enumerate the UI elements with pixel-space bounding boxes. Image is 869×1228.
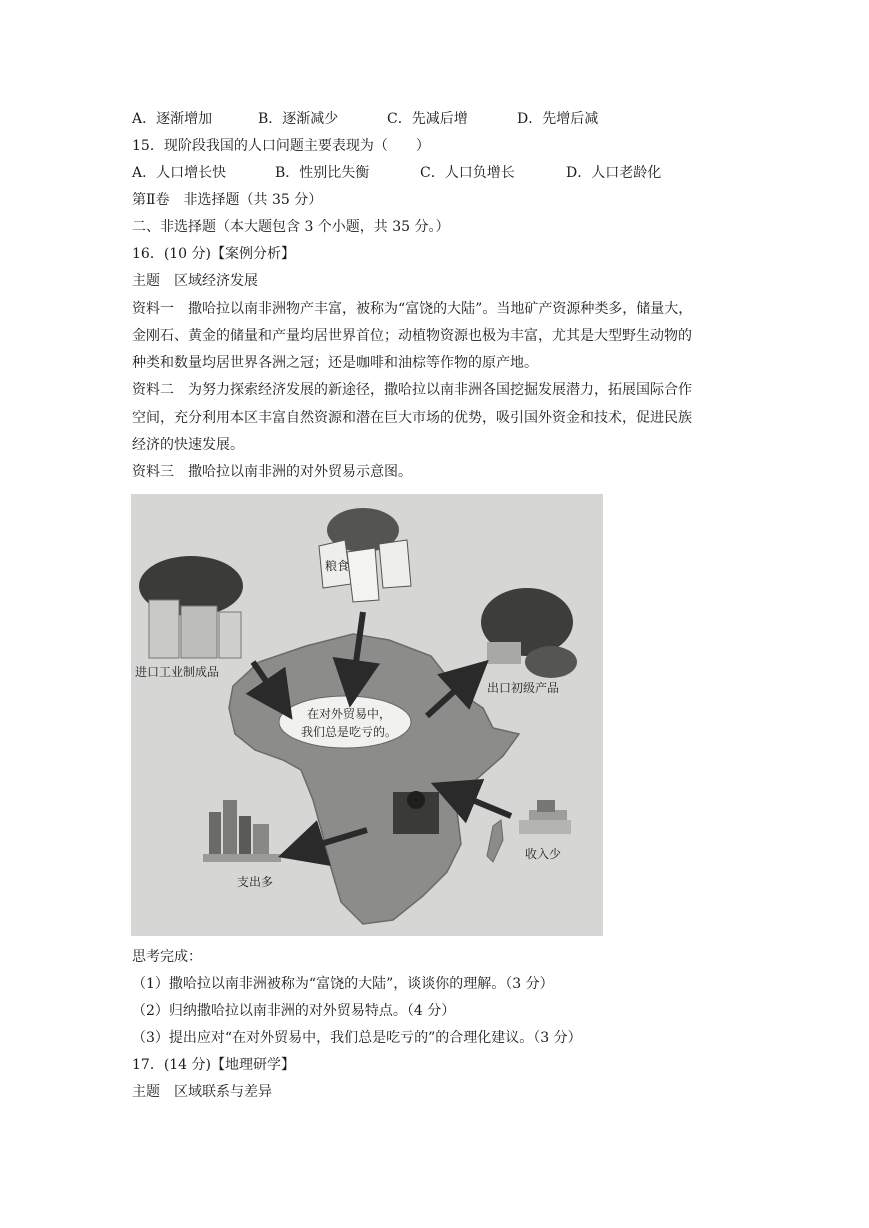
material2-line: 空间，充分利用本区丰富自然资源和潜在巨大市场的优势，吸引国外资金和技术，促进民族 bbox=[132, 410, 692, 426]
bubble-text-line1: 在对外贸易中， bbox=[307, 707, 392, 721]
material1-line: 种类和数量均居世界各洲之冠；还是咖啡和油棕等作物的原产地。 bbox=[132, 355, 538, 371]
material2-line: 经济的快速发展。 bbox=[132, 437, 244, 453]
material1-line: 金刚石、黄金的储量和产量均居世界首位；动植物资源也极为丰富，尤其是大型野生动物的 bbox=[132, 328, 692, 344]
food-sack-label: 粮食 bbox=[325, 559, 350, 573]
part2-title: 第Ⅱ卷 非选择题（共 35 分） bbox=[132, 192, 323, 208]
material3-caption: 资料三 撒哈拉以南非洲的对外贸易示意图。 bbox=[132, 464, 412, 480]
q14-option-c: C．先减后增 bbox=[387, 111, 468, 127]
q15-option-b: B．性别比失衡 bbox=[275, 165, 370, 181]
q16-subquestion: （2）归纳撒哈拉以南非洲的对外贸易特点。（4 分） bbox=[132, 1003, 456, 1019]
income-label: 收入少 bbox=[525, 847, 562, 861]
q14-option-a: A．逐渐增加 bbox=[132, 111, 213, 127]
person-illustration bbox=[393, 791, 439, 834]
q15-stem: 15．现阶段我国的人口问题主要表现为（ ） bbox=[132, 138, 430, 154]
material1-line: 资料一 撒哈拉以南非洲物产丰富，被称为“富饶的大陆”。当地矿产资源种类多，储量大， bbox=[132, 301, 693, 317]
madagascar-map bbox=[487, 820, 503, 862]
export-goods-illustration bbox=[481, 588, 577, 678]
q16-topic: 主题 区域经济发展 bbox=[132, 273, 258, 289]
q16-subquestion: （3）提出应对“在对外贸易中，我们总是吃亏的”的合理化建议。（3 分） bbox=[132, 1030, 582, 1046]
q16-header: 16．(10 分)【案例分析】 bbox=[132, 246, 296, 262]
q16-subquestion: （1）撒哈拉以南非洲被称为“富饶的大陆”，谈谈你的理解。（3 分） bbox=[132, 976, 554, 992]
q14-option-b: B．逐渐减少 bbox=[258, 111, 339, 127]
q14-options bbox=[132, 110, 598, 128]
think-prompt: 思考完成： bbox=[132, 949, 202, 965]
q15-option-d: D．人口老龄化 bbox=[566, 165, 662, 181]
expense-label: 支出多 bbox=[237, 875, 274, 889]
q15-option-a: A．人口增长快 bbox=[132, 165, 227, 181]
speech-bubble bbox=[279, 696, 411, 748]
import-label: 进口工业制成品 bbox=[135, 665, 220, 679]
expense-illustration bbox=[203, 800, 281, 862]
africa-trade-figure bbox=[131, 494, 603, 936]
africa-trade-diagram bbox=[131, 494, 603, 936]
material2-line: 资料二 为努力探索经济发展的新途径，撒哈拉以南非洲各国挖掘发展潜力，拓展国际合作 bbox=[132, 382, 692, 398]
export-label: 出口初级产品 bbox=[487, 681, 560, 695]
food-sacks-illustration bbox=[319, 508, 411, 602]
q15-options bbox=[132, 164, 661, 182]
section2-title: 二、非选择题（本大题包含 3 个小题，共 35 分。） bbox=[132, 219, 450, 235]
bubble-text-line2: 我们总是吃亏的。 bbox=[301, 725, 398, 739]
q17-topic: 主题 区域联系与差异 bbox=[132, 1084, 272, 1100]
q14-option-d: D．先增后减 bbox=[517, 111, 599, 127]
import-goods-illustration bbox=[139, 556, 243, 658]
q17-header: 17．(14 分)【地理研学】 bbox=[132, 1057, 296, 1073]
q15-option-c: C．人口负增长 bbox=[420, 165, 515, 181]
income-illustration bbox=[519, 800, 571, 834]
